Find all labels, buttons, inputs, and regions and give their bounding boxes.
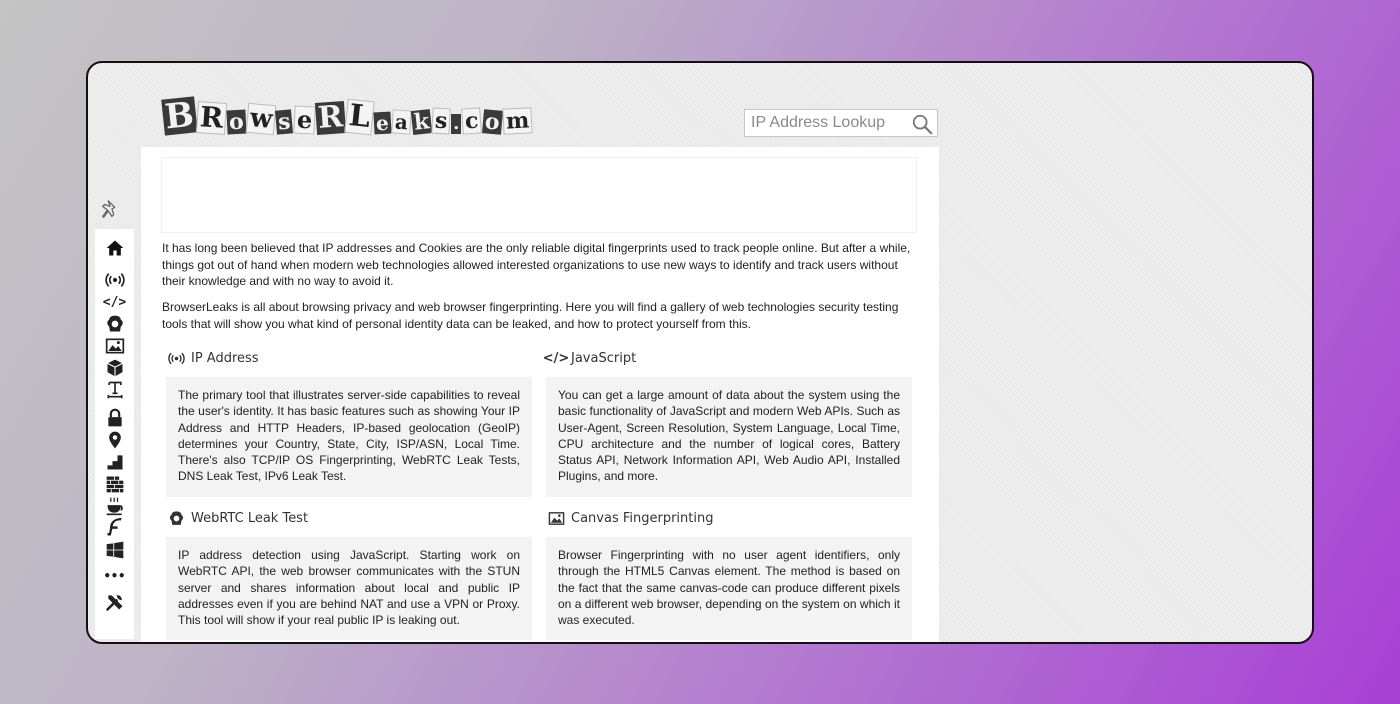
ad-placeholder <box>161 157 917 233</box>
section-description: You can get a large amount of data about the system using the basic functionality of JavaScript and modern Web APIs. Such as User-Agent, Screen Resolution, System Language, Local Time, CPU architecture and the number of logical cores, Battery Status API, Network Information API, Web Audio API, Installed Plugins, and more. <box>546 377 912 497</box>
webrtc-icon[interactable] <box>104 313 126 335</box>
intro-paragraph-2: BrowserLeaks is all about browsing privacy and web browser fingerprinting. Here you will find a gallery of web technologies security testing tools that will show you what kind of personal identity data can be leaked, and how to protect yourself from this. <box>162 300 899 331</box>
cube-icon[interactable] <box>104 357 126 379</box>
flash-icon[interactable] <box>104 517 126 539</box>
lock-icon[interactable] <box>104 407 126 429</box>
sidebar-nav <box>95 229 134 639</box>
site-logo[interactable]: B R o w s e R L e a k s . c o m <box>163 80 483 134</box>
section-ip-address <box>166 347 532 497</box>
image-icon <box>546 509 566 527</box>
section-description: IP address detection using JavaScript. Starting work on WebRTC API, the web browser communicates with the STUN server and shares information about local and public IP addresses even if you are behind NAT and use a VPN or Proxy. This tool will show if your real public IP is leaking out. <box>166 537 532 640</box>
webrtc-icon <box>166 509 186 527</box>
ip-lookup-search <box>744 109 938 137</box>
section-javascript <box>542 347 912 497</box>
section-heading[interactable] <box>166 507 532 529</box>
signal-steps-icon[interactable] <box>104 451 126 473</box>
font-icon[interactable] <box>104 379 126 401</box>
map-marker-icon[interactable] <box>104 429 126 451</box>
section-heading[interactable] <box>542 347 912 369</box>
search-icon[interactable] <box>911 113 933 135</box>
coffee-icon[interactable] <box>104 495 126 517</box>
section-description: Browser Fingerprinting with no user agent identifiers, only through the HTML5 Canvas element. The method is based on the fact that the same canvas-code can produce different pixels on a different web browser, depending on the system on which it was executed. <box>546 537 912 640</box>
more-icon[interactable]: ••• <box>103 569 126 583</box>
tools-icon[interactable] <box>104 591 126 613</box>
section-heading[interactable] <box>166 347 532 369</box>
windows-icon[interactable] <box>104 539 126 561</box>
section-title: Canvas Fingerprinting <box>571 510 714 526</box>
pin-icon[interactable] <box>100 199 122 221</box>
image-icon[interactable] <box>104 335 126 357</box>
section-heading[interactable] <box>546 507 912 529</box>
section-title: WebRTC Leak Test <box>191 510 309 526</box>
broadcast-icon[interactable] <box>104 269 126 291</box>
section-title: IP Address <box>191 350 259 366</box>
main-content <box>141 147 939 644</box>
section-title: JavaScript <box>571 350 637 366</box>
section-canvas-fingerprinting <box>546 507 912 640</box>
code-icon: </> <box>542 350 570 366</box>
section-webrtc-leak-test <box>166 507 532 640</box>
bricks-icon[interactable] <box>104 473 126 495</box>
browser-viewport <box>86 61 1314 644</box>
intro-paragraph-1: It has long been believed that IP addresses and Cookies are the only reliable digital fingerprints used to track people online. But after a while, things got out of hand when modern web technologies allowed interested organizations to use new ways to identify and track users without their knowledge and with no way to avoid it. <box>162 241 911 288</box>
code-icon[interactable]: </> <box>102 294 127 310</box>
section-description: The primary tool that illustrates server-side capabilities to reveal the user's identity. It has basic features such as showing Your IP Address and HTTP Headers, IP-based geolocation (GeoIP) determines your Country, State, City, ISP/ASN, Local Time. There's also TCP/IP OS Fingerprinting, WebRTC Leak Tests, DNS Leak Test, IPv6 Leak Test. <box>166 377 532 497</box>
broadcast-icon <box>166 349 186 367</box>
home-icon[interactable] <box>104 237 126 259</box>
ip-lookup-input[interactable] <box>745 111 905 135</box>
